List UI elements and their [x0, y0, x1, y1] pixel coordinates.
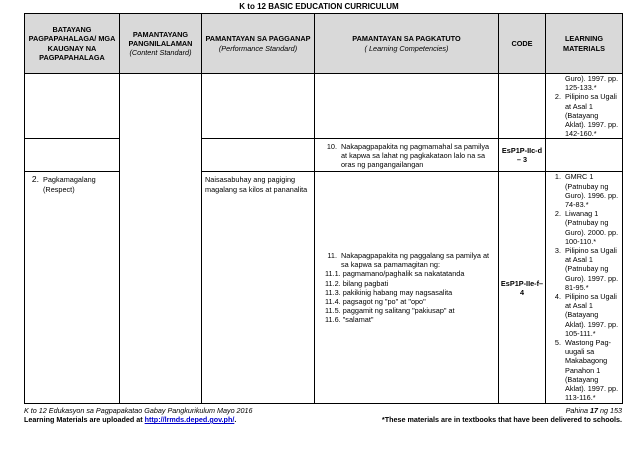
competency-text: Nakapagpapakita ng pagmamahal sa pamilya at kapwa sa lahat ng pagkakataon lalo na sa oras ng pangangailangan: [341, 141, 490, 170]
code-cell: EsP1P-IIe-f– 4: [499, 172, 546, 404]
header-learning-materials: LEARNING MATERIALS: [546, 14, 623, 74]
material-item: 3. Pilipino sa Ugali at Asal 1 (Patnubay ng Guro). 1997. pp. 81-95.*: [554, 246, 619, 292]
header-content-standard: PAMANTAYANG PANGNILALAMAN (Content Standard): [120, 14, 202, 74]
core-value-cell: 2. Pagkamagalang (Respect): [25, 172, 120, 404]
competency-sub-item: 11.3. pakikinig habang may nagsasalita: [325, 287, 453, 297]
material-item: 2. Pilipino sa Ugali at Asal 1 (Batayang Aklat). 1997. pp. 142-160.*: [554, 92, 619, 139]
table-row: [25, 139, 623, 172]
core-value-text: Pagkamagalang (Respect): [43, 175, 96, 194]
header-row: [25, 14, 623, 74]
footer-document-name: K to 12 Edukasyon sa Pagpapakatao Gabay Pangkurikulum Mayo 2016: [24, 406, 253, 415]
material-item: 2. Liwanag 1 (Patnubay ng Guro). 2000. pp. 100-110.*: [554, 209, 619, 246]
material-item: 4. Pilipino sa Ugali at Asal 1 (Batayang Aklat). 1997. pp. 105-111.*: [554, 292, 619, 338]
competency-sub-item: 11.5. paggamit ng salitang "pakiusap" at: [325, 306, 455, 316]
material-item: Guro). 1997. pp. 125-133.*: [565, 74, 619, 93]
header-code: CODE: [499, 14, 546, 74]
materials-cell: [546, 172, 623, 404]
header-learning-competencies: PAMANTAYAN SA PAGKATUTO ( Learning Competencies): [315, 14, 499, 74]
materials-list: [546, 172, 622, 402]
material-item: 1. GMRC 1 (Patnubay ng Guro). 1996. pp. 74-83.*: [554, 172, 619, 210]
page-number: Pahina 17 ng 153: [565, 406, 622, 415]
table-row: [25, 172, 623, 404]
competency-cell: 10. Nakapagpapakita ng pagmamahal sa pamilya at kapwa sa lahat ng pagkakataon lalo na sa oras ng pangangailangan: [315, 139, 499, 172]
competency-sub-item: 11.1. pagmamano/paghalik sa nakatatanda: [325, 269, 465, 279]
footer-materials-note: Learning Materials are uploaded at http://lrmds.deped.gov.ph/.: [24, 415, 237, 424]
competency-sub-item: 11.2. bilang pagbati: [325, 278, 389, 288]
competency-sub-item: 11.6. "salamat": [325, 315, 374, 325]
performance-cell: Naisasabuhay ang pagiging magalang sa kilos at pananalita: [202, 172, 315, 404]
competency-text: Nakapagpapakita ng paggalang sa pamilya at sa kapwa sa pamamagitan ng:: [341, 250, 490, 270]
competency-cell: 11. Nakapagpapakita ng paggalang sa pamilya at sa kapwa sa pamamagitan ng: 11.1. pagmamano/paghalik sa nakatatanda 11.2. bilang pagbati 11.3. pakikinig habang may nagsasalita 11.4. pagsagot ng "po" at "opo" 11.5. paggamit ng salitang "pakiusap" at 11.6. "salamat": [315, 172, 499, 404]
competency-sub-list: [325, 269, 494, 324]
footer-textbook-note: *These materials are in textbooks that have been delivered to schools.: [381, 415, 622, 424]
materials-list: [546, 74, 622, 138]
header-performance-standard: PAMANTAYAN SA PAGGANAP (Performance Standard): [202, 14, 315, 74]
table-row: [25, 74, 623, 139]
header-core-values: BATAYANG PAGPAPAHALAGA/ MGA KAUGNAY NA PAGPAPAHALAGA: [25, 14, 120, 74]
materials-cell: [546, 74, 623, 139]
code-cell: EsP1P-IIc-d – 3: [499, 139, 546, 172]
lrmds-link[interactable]: http://lrmds.deped.gov.ph/: [144, 415, 235, 424]
competency-sub-item: 11.4. pagsagot ng "po" at "opo": [325, 296, 426, 306]
curriculum-table: [24, 13, 623, 404]
document-title: K to 12 BASIC EDUCATION CURRICULUM: [239, 2, 399, 11]
material-item: 5. Wastong Pag-uugali sa Makabagong Panahon 1 (Batayang Aklat). 1997. pp. 113-116.*: [554, 338, 619, 403]
